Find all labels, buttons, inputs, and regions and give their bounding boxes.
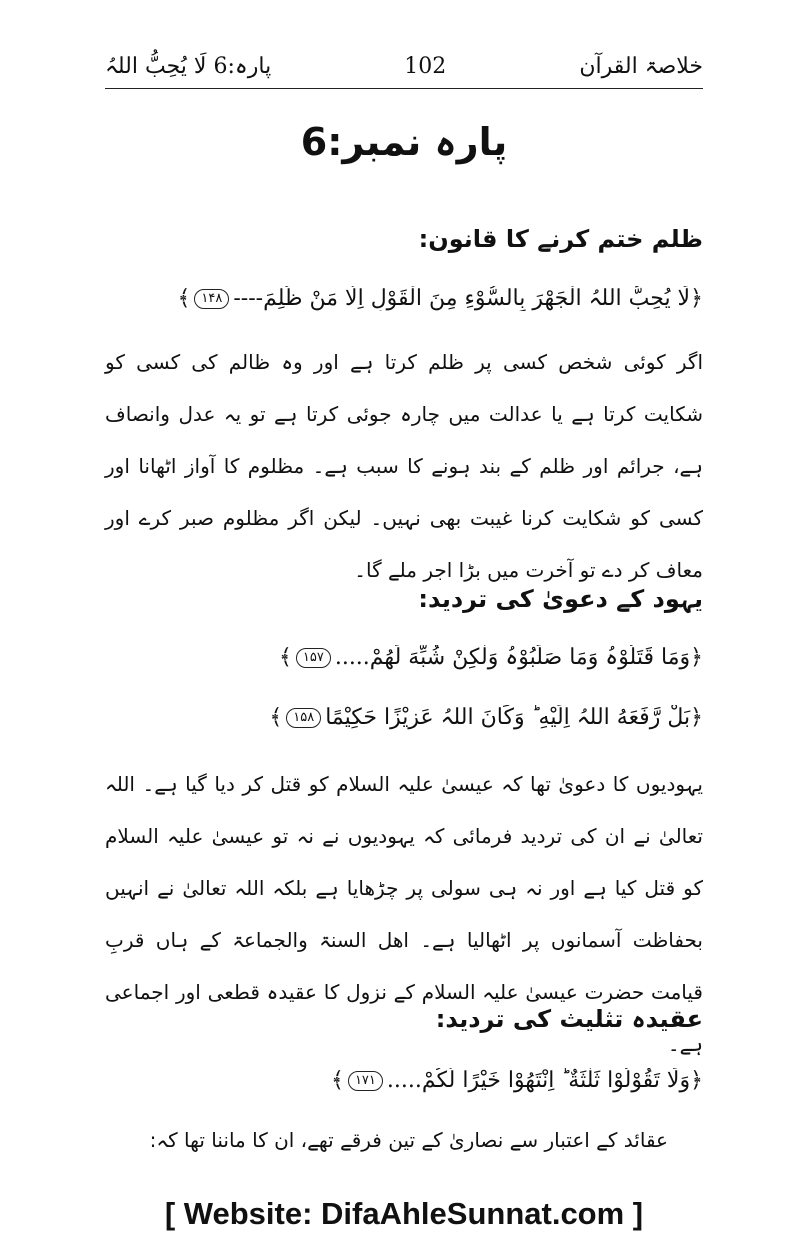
verse-text: وَمَا قَتَلُوْہُ وَمَا صَلَبُوْہُ وَلٰكِنْ شُبِّهَ لَهُمْ..... [334, 645, 691, 670]
quran-verse: ﴿لَا یُحِبُّ اللہُ الْجَھْرَ بِالسُّوْءِ مِنَ الْقَوْلِ اِلَّا مَنْ ظُلِمَ----۱۴۸﴾ [177, 286, 703, 311]
section-heading: ظلم ختم کرنے کا قانون: [418, 225, 703, 253]
verse-number-badge: ۱۵۸ [286, 708, 321, 728]
page-number: 102 [404, 53, 447, 79]
section-paragraph: اگر کوئی شخص کسی پر ظلم کرتا ہے اور وہ ظالم کی کسی کو شکایت کرتا ہے یا عدالت میں چارہ جوئی کرتا ہے تو یہ عدل وانصاف ہے، جرائم اور ظلم کے بند ہونے کا سبب ہے۔ مظلوم کا آواز اٹھانا اور کسی کو شکایت کرنا غیبت بھی نہیں۔ لیکن اگر مظلوم صبر کرے اور معاف کر دے تو آخرت میں بڑا اجر ملے گا۔ [105, 350, 703, 582]
header-divider [105, 88, 703, 89]
verse-text: بَلْ رَّفَعَهُ اللہُ اِلَيْهِ ؕ وَكَانَ اللہُ عَزِيْزًا حَكِيْمًا [325, 705, 691, 730]
section-heading: یہود کے دعویٰ کی تردید: [418, 585, 703, 613]
quran-verse: ﴿بَلْ رَّفَعَهُ اللہُ اِلَيْهِ ؕ وَكَانَ اللہُ عَزِيْزًا حَكِيْمًا۱۵۸﴾ [269, 705, 703, 730]
section-paragraph: یہودیوں کا دعویٰ تھا کہ عیسیٰ علیہ السلام کو قتل کر دیا گیا ہے۔ اللہ تعالیٰ نے ان کی تردید فرمائی کہ یہودیوں نے نہ تو عیسیٰ علیہ السلام کو قتل کیا ہے اور نہ ہی سولی پر چڑھایا ہے بلکہ اللہ تعالیٰ نے انہیں بحفاظت آسمانوں پر اٹھالیا ہے۔ اھل السنۃ والجماعۃ کے ہاں قربِ قیامت حضرت عیسیٰ علیہ السلام کے نزول کا عقیدہ قطعی اور اجماعی ہے۔ [105, 772, 703, 1056]
book-title: خلاصۃ القرآن [579, 53, 703, 79]
section-paragraph: عقائد کے اعتبار سے نصاریٰ کے تین فرقے تھے، ان کا ماننا تھا کہ: [149, 1128, 668, 1152]
para-reference: پارہ:6 لَا یُحِبُّ اللہُ [105, 53, 272, 79]
quran-verse: ﴿وَلَا تَقُوْلُوْا ثَلٰثَةٌ ؕ اِنْتَهُوْا خَيْرًا لَّكُمْ.....۱۷۱﴾ [331, 1068, 703, 1093]
website-footer: [ Website: DifaAhleSunnat.com ] [164, 1196, 644, 1231]
verse-text: وَلَا تَقُوْلُوْا ثَلٰثَةٌ ؕ اِنْتَهُوْا خَيْرًا لَّكُمْ..... [386, 1068, 691, 1093]
verse-number-badge: ۱۴۸ [194, 289, 229, 309]
chapter-title: پارہ نمبر:6 [300, 120, 508, 164]
quran-verse: ﴿وَمَا قَتَلُوْہُ وَمَا صَلَبُوْہُ وَلٰكِنْ شُبِّهَ لَهُمْ.....۱۵۷﴾ [278, 645, 703, 670]
verse-number-badge: ۱۵۷ [296, 648, 331, 668]
verse-number-badge: ۱۷۱ [348, 1071, 383, 1091]
section-heading: عقیدہ تثلیث کی تردید: [435, 1005, 703, 1033]
running-header [105, 46, 703, 86]
verse-text: لَا یُحِبُّ اللہُ الْجَھْرَ بِالسُّوْءِ مِنَ الْقَوْلِ اِلَّا مَنْ ظُلِمَ---- [233, 286, 691, 311]
